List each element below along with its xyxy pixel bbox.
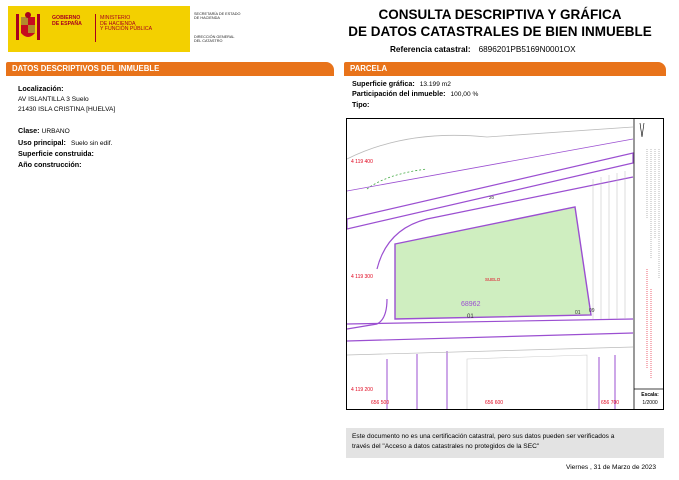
coord-y-2: 4 119 300: [351, 274, 373, 280]
class-row: [18, 126, 70, 137]
cadastral-map[interactable]: [346, 118, 664, 410]
location-label: Localización:: [18, 84, 64, 93]
usage-value: Suelo sin edif.: [70, 140, 113, 147]
class-label: Clase:: [18, 126, 40, 135]
coord-x-2: 656 600: [485, 400, 504, 406]
block-number-01: 01: [575, 310, 581, 316]
page-title: CONSULTA DESCRIPTIVA Y GRÁFICA DE DATOS CATASTRALES DE BIEN INMUEBLE: [348, 7, 652, 39]
disclaimer-notice: [346, 428, 664, 458]
document-date: Viernes , 31 de Marzo de 2023: [565, 464, 656, 471]
government-name: GOBIERNO DE ESPAÑA: [52, 15, 82, 27]
parcel-use-label: SUELO: [485, 277, 501, 282]
cadastral-reference-label: Referencia catastral:: [390, 45, 471, 54]
block-number-20: 20: [489, 195, 495, 200]
parcel-subparcel: 01: [467, 314, 474, 320]
usage-row: [18, 138, 112, 149]
ministry-name: MINISTERIO DE HACIENDA Y FUNCIÓN PÚBLICA: [100, 15, 153, 33]
map-drawing: [347, 119, 664, 410]
disclaimer-line2: través del "Acceso a datos catastrales no protegidos de la SEC": [352, 443, 540, 450]
coord-x-1: 656 500: [371, 400, 390, 406]
scale-value: 1/2000: [642, 400, 658, 406]
block-number-09: 09: [589, 308, 595, 314]
secretariat-name: SECRETARÍA DE ESTADO DE HACIENDA: [194, 12, 241, 21]
location-block: [18, 84, 115, 115]
participation-row: [352, 89, 478, 100]
logo-divider: [95, 14, 96, 42]
section-header-parcel: PARCELA: [344, 62, 666, 76]
construction-year-label: Año construcción:: [18, 160, 82, 169]
location-line1: AV ISLANTILLA 3 Suelo: [18, 96, 89, 103]
cadastral-reference-value: 6896201PB5169N0001OX: [478, 45, 576, 54]
directorate-name: DIRECCIÓN GENERAL DEL CATASTRO: [194, 35, 235, 44]
built-area-label: Superficie construida:: [18, 149, 94, 158]
section-header-descriptive: DATOS DESCRIPTIVOS DEL INMUEBLE: [6, 62, 334, 76]
graphic-area-label: Superficie gráfica:: [352, 79, 415, 88]
type-label: Tipo:: [352, 100, 370, 109]
scale-label: Escala:: [641, 392, 659, 398]
parcel-id: 68962: [461, 301, 481, 308]
participation-value: 100,00 %: [450, 91, 479, 98]
coord-x-3: 656 700: [601, 400, 620, 406]
graphic-area-value: 13.199 m2: [419, 81, 451, 88]
coat-of-arms-icon: [16, 11, 40, 45]
location-line2: 21430 ISLA CRISTINA [HUELVA]: [18, 106, 116, 113]
disclaimer-line1: Este documento no es una certificación catastral, pero sus datos pueden ser verificados a: [352, 433, 615, 440]
cadastral-reference: [390, 45, 576, 54]
coord-y-3: 4 119 200: [351, 387, 373, 393]
participation-label: Participación del inmueble:: [352, 89, 446, 98]
class-value: URBANO: [41, 128, 70, 135]
usage-label: Uso principal:: [18, 138, 66, 147]
coord-y-1: 4 119 400: [351, 159, 373, 165]
